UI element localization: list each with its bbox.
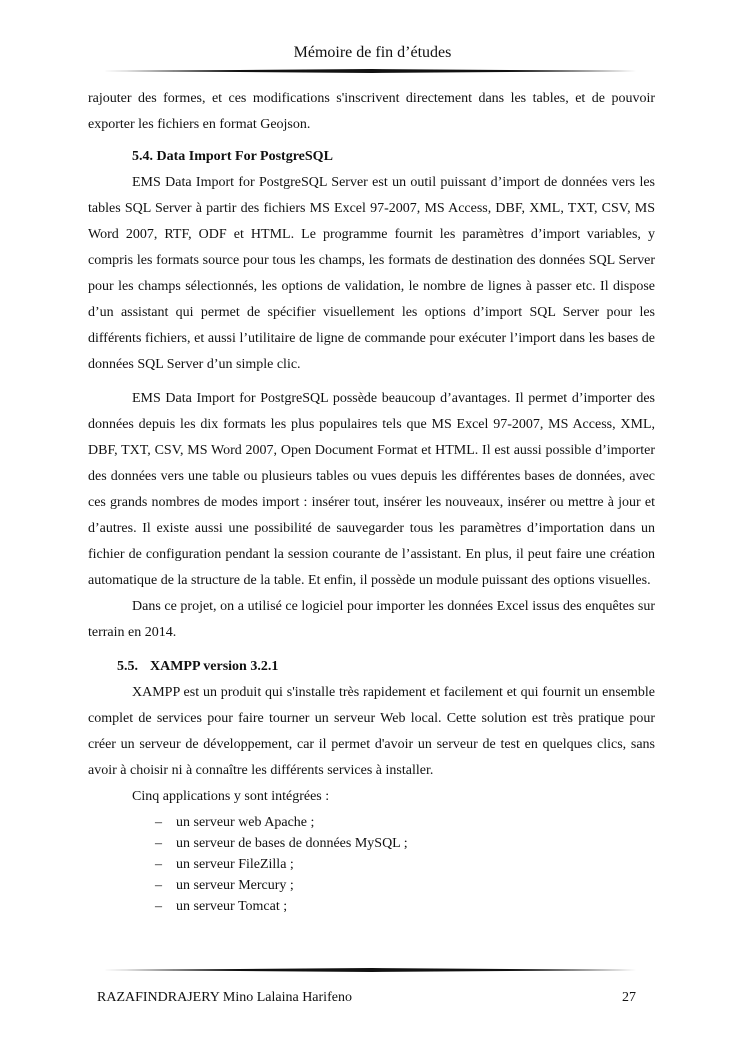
- list-bullet: –: [155, 878, 162, 893]
- list-item: – un serveur FileZilla ;: [155, 854, 655, 875]
- page-header-title: Mémoire de fin d’études: [293, 44, 452, 61]
- section-5-4-paragraph-2: EMS Data Import for PostgreSQL possède beaucoup d’avantages. Il permet d’importer des données depuis les dix formats les plus populaires tels que MS Excel 97-2007, MS Access, XML, DBF, TXT, CSV, MS Word 2007, Open Document Format et HTML. Il est aussi possible d’importer des données vers une table ou plusieurs tables ou vues depuis les différentes bases de données, avec ces grands nombres de modes import : insérer tout, insérer les nouveaux, insérer ou mettre à jour et d’autres. Il existe aussi une possibilité de sauvegarder tous les paramètres d’importation dans un fichier de configuration pendant la session courante de l’assistant. En plus, il peut faire une création automatique de la structure de la table. Et enfin, il possède un module puissant des options visuelles.: [88, 391, 655, 588]
- list-item: – un serveur web Apache ;: [155, 812, 655, 833]
- list-bullet: –: [155, 899, 162, 914]
- section-5-5-number: 5.5.: [117, 659, 138, 674]
- section-5-4-heading: 5.4. Data Import For PostgreSQL: [132, 149, 333, 164]
- section-5-5-title: XAMPP version 3.2.1: [150, 659, 279, 674]
- footer-author: RAZAFINDRAJERY Mino Lalaina Harifeno: [97, 990, 352, 1005]
- list-item: – un serveur Mercury ;: [155, 875, 655, 896]
- header-divider: [103, 69, 641, 73]
- list-intro: Cinq applications y sont intégrées :: [132, 789, 330, 804]
- list-item: – un serveur Tomcat ;: [155, 896, 655, 917]
- applications-list: [88, 812, 655, 917]
- page-body: [88, 86, 655, 917]
- footer-divider: [103, 968, 641, 972]
- section-5-4-paragraph-1: EMS Data Import for PostgreSQL Server est un outil puissant d’import de données vers les tables SQL Server à partir des fichiers MS Excel 97-2007, MS Access, DBF, XML, TXT, CSV, MS Word 2007, RTF, ODF et HTML. Le programme fournit les paramètres d’import variables, y compris les formats source pour tous les champs, les formats de destination des données SQL Server pour les champs sélectionnés, les options de validation, le nombre de lignes à passer etc. Il dispose d’un assistant qui permet de spécifier visuellement les options d’import SQL Server pour les différents fichiers, et aussi l’utilitaire de ligne de commande pour exécuter l’import dans les bases de données SQL Server d’un simple clic.: [88, 175, 655, 372]
- list-item: – un serveur de bases de données MySQL ;: [155, 833, 655, 854]
- list-bullet: –: [155, 836, 162, 851]
- list-bullet: –: [155, 815, 162, 830]
- section-5-5-heading: [88, 654, 655, 680]
- section-5-5-paragraph: XAMPP est un produit qui s'installe très rapidement et facilement et qui fournit un ensemble complet de services pour faire tourner un serveur Web local. Cette solution est très pratique pour créer un serveur de développement, car il permet d'avoir un serveur de test en quelques clics, sans avoir à choisir ni à connaître les différents services à installer.: [88, 685, 655, 778]
- page-number: 27: [622, 990, 636, 1005]
- list-bullet: –: [155, 857, 162, 872]
- section-5-4-paragraph-3: Dans ce projet, on a utilisé ce logiciel pour importer les données Excel issus des enquêtes sur terrain en 2014.: [88, 599, 655, 640]
- intro-paragraph: rajouter des formes, et ces modifications s'inscrivent directement dans les tables, et de pouvoir exporter les fichiers en format Geojson.: [88, 91, 655, 132]
